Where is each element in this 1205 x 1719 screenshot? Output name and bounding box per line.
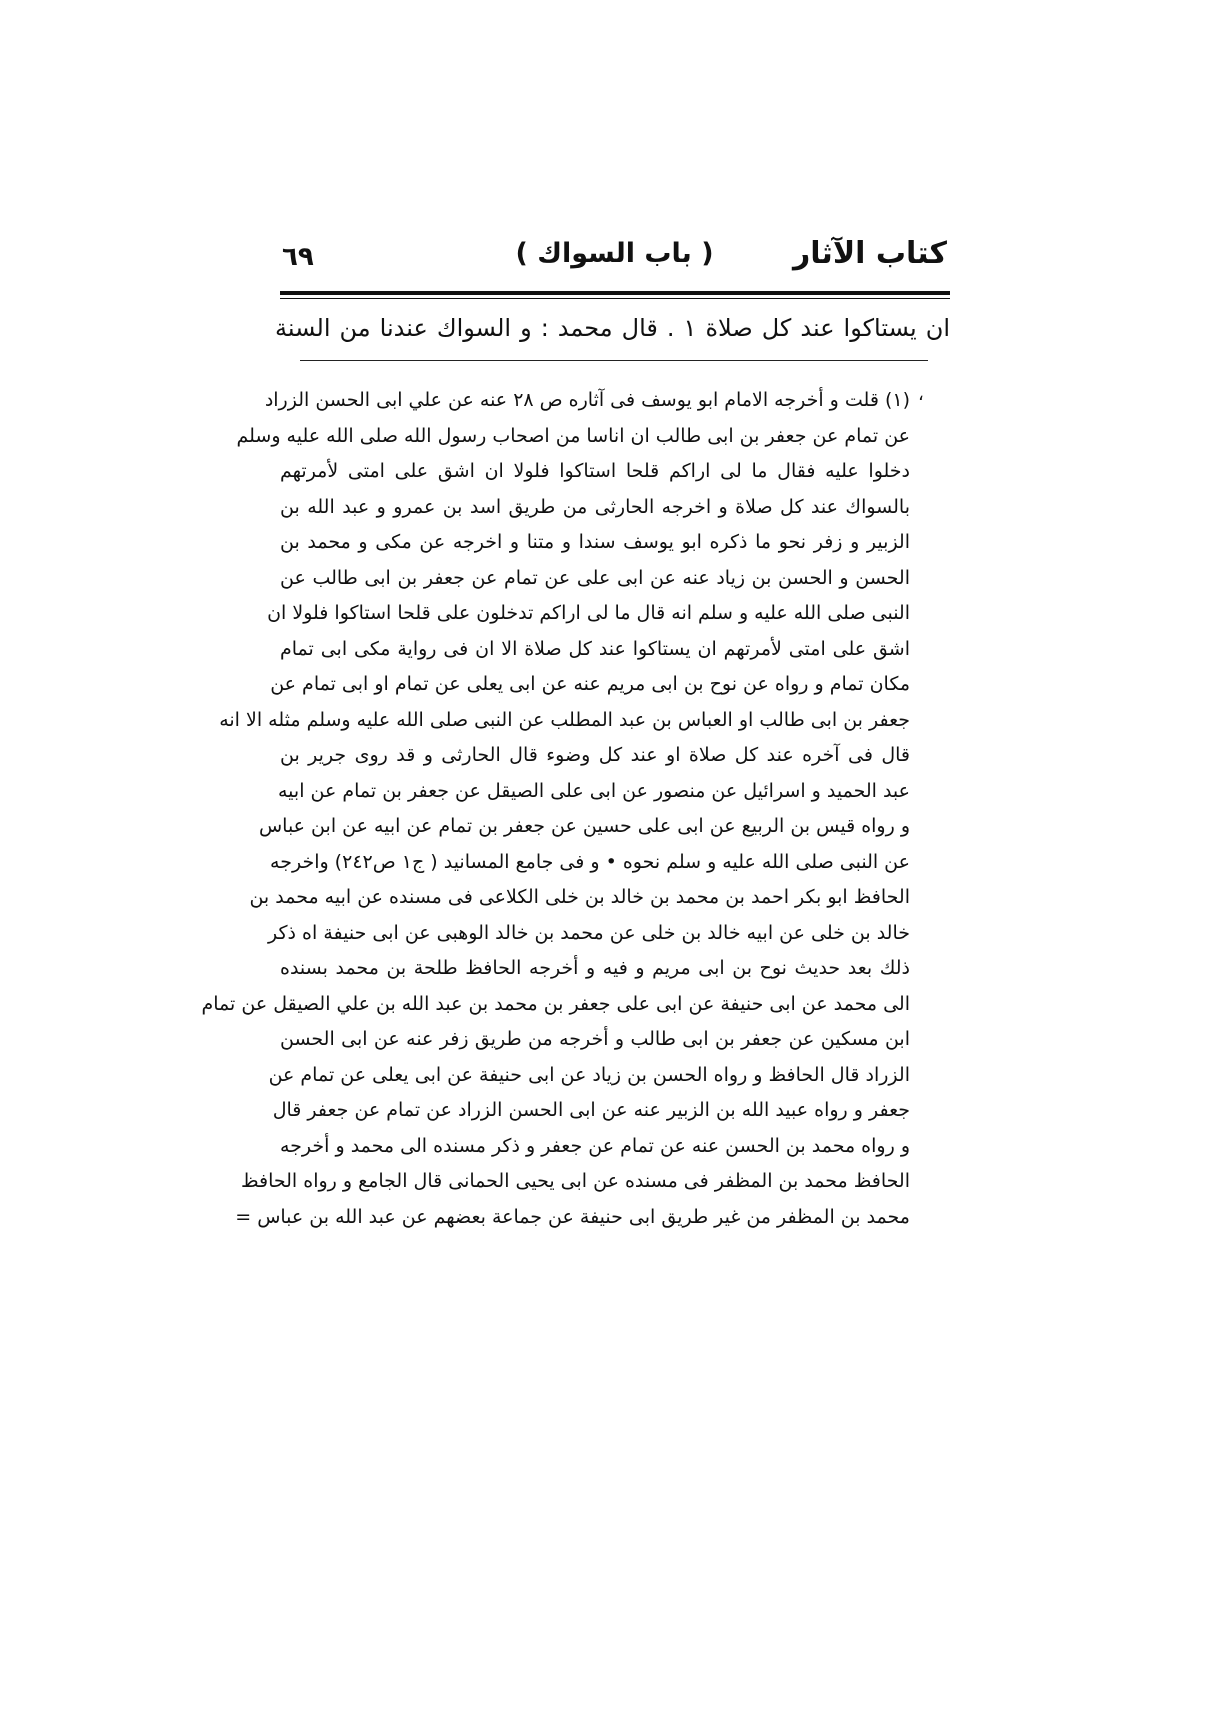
footnote-line: و رواه قيس بن الربيع عن ابى على حسين عن جعفر بن تمام عن ابيه عن ابن عباس xyxy=(258,815,910,837)
footnote-line: عبد الحميد و اسرائيل عن منصور عن ابى على الصيقل عن جعفر بن تمام عن ابيه xyxy=(277,779,910,802)
footnote-line: الزبير و زفر نحو ما ذكره ابو يوسف سندا و متنا و اخرجه عن مكى و محمد بن xyxy=(280,531,910,553)
footnote-line: الحافظ محمد بن المظفر فى مسنده عن ابى يحيى الحمانى قال الجامع و رواه الحافظ xyxy=(240,1170,910,1192)
footnote-line: الى محمد عن ابى حنيفة عن ابى على جعفر بن محمد بن عبد الله بن علي الصيقل عن تمام xyxy=(201,992,910,1015)
footnote-line: بالسواك عند كل صلاة و اخرجه الحارثى من طريق اسد بن عمرو و عبد الله بن xyxy=(280,495,910,518)
footnote-separator xyxy=(300,360,928,361)
footnote-line: عن النبى صلى الله عليه و سلم نحوه • و فى جامع المسانيد ( ج١ ص٢٤٢) واخرجه xyxy=(270,850,910,873)
header-rule-thin xyxy=(280,298,950,299)
footnote-line: محمد بن المظفر من غير طريق ابى حنيفة عن جماعة بعضهم عن عبد الله بن عباس = xyxy=(235,1205,910,1228)
footnote-line: (١) قلت و أخرجه الامام ابو يوسف فى آثاره ص ٢٨ عنه عن علي ابى الحسن الزراد xyxy=(264,389,910,411)
book-title: كتاب الآثار xyxy=(793,236,947,271)
header-rule-thick xyxy=(280,291,950,295)
main-text: ان يستاكوا عند كل صلاة ١ . قال محمد : و السواك عندنا من السنة xyxy=(275,314,950,342)
chapter-title: ( باب السواك ) xyxy=(515,238,714,269)
footnote-line: مكان تمام و رواه عن نوح بن ابى مريم عنه عن ابى يعلى عن تمام او ابى تمام عن xyxy=(270,673,910,695)
footnote-line: جعفر و رواه عبيد الله بن الزبير عنه عن ابى الحسن الزراد عن تمام عن جعفر قال xyxy=(272,1099,910,1121)
footnote-line: جعفر بن ابى طالب او العباس بن عبد المطلب عن النبى صلى الله عليه وسلم مثله الا انه xyxy=(219,708,910,731)
footnote-block xyxy=(201,383,910,1235)
footnote-line: قال فى آخره عند كل صلاة او عند كل وضوء قال الحارثى و قد روى جرير بن xyxy=(280,744,910,766)
footnote-line: الحافظ ابو بكر احمد بن محمد بن خالد بن خلى الكلاعى فى مسنده عن ابيه محمد بن xyxy=(249,886,910,908)
footnote-line: خالد بن خلى عن ابيه خالد بن خلى عن محمد بن خالد الوهبى عن ابى حنيفة اه ذكر xyxy=(268,921,910,944)
footnote-line: دخلوا عليه فقال ما لى اراكم قلحا استاكوا فلولا ان اشق على امتى لأمرتهم xyxy=(280,460,910,482)
footnote-line: اشق على امتى لأمرتهم ان يستاكوا عند كل صلاة الا ان فى رواية مكى ابى تمام xyxy=(280,637,910,660)
footnote-line: و رواه محمد بن الحسن عنه عن تمام عن جعفر و ذكر مسنده الى محمد و أخرجه xyxy=(280,1134,910,1157)
footnote-line: عن تمام عن جعفر بن ابى طالب ان اناسا من اصحاب رسول الله صلى الله عليه وسلم xyxy=(236,424,910,447)
footnote-line: ذلك بعد حديث نوح بن ابى مريم و فيه و أخرجه الحافظ طلحة بن محمد بسنده xyxy=(280,957,910,979)
page-header xyxy=(282,236,947,286)
footnote-line: الحسن و الحسن بن زياد عنه عن ابى على عن تمام عن جعفر بن ابى طالب عن xyxy=(280,566,910,589)
footnote-line: ابن مسكين عن جعفر بن ابى طالب و أخرجه من طريق زفر عنه عن ابى الحسن xyxy=(280,1028,910,1050)
footnote-line: النبى صلى الله عليه و سلم انه قال ما لى اراكم تدخلون على قلحا استاكوا فلولا ان xyxy=(267,602,910,624)
footnote-marker: ، xyxy=(918,384,924,405)
footnote-line: الزراد قال الحافظ و رواه الحسن بن زياد عن ابى حنيفة عن ابى يعلى عن تمام عن xyxy=(268,1063,910,1086)
page-number: ٦٩ xyxy=(282,242,314,272)
